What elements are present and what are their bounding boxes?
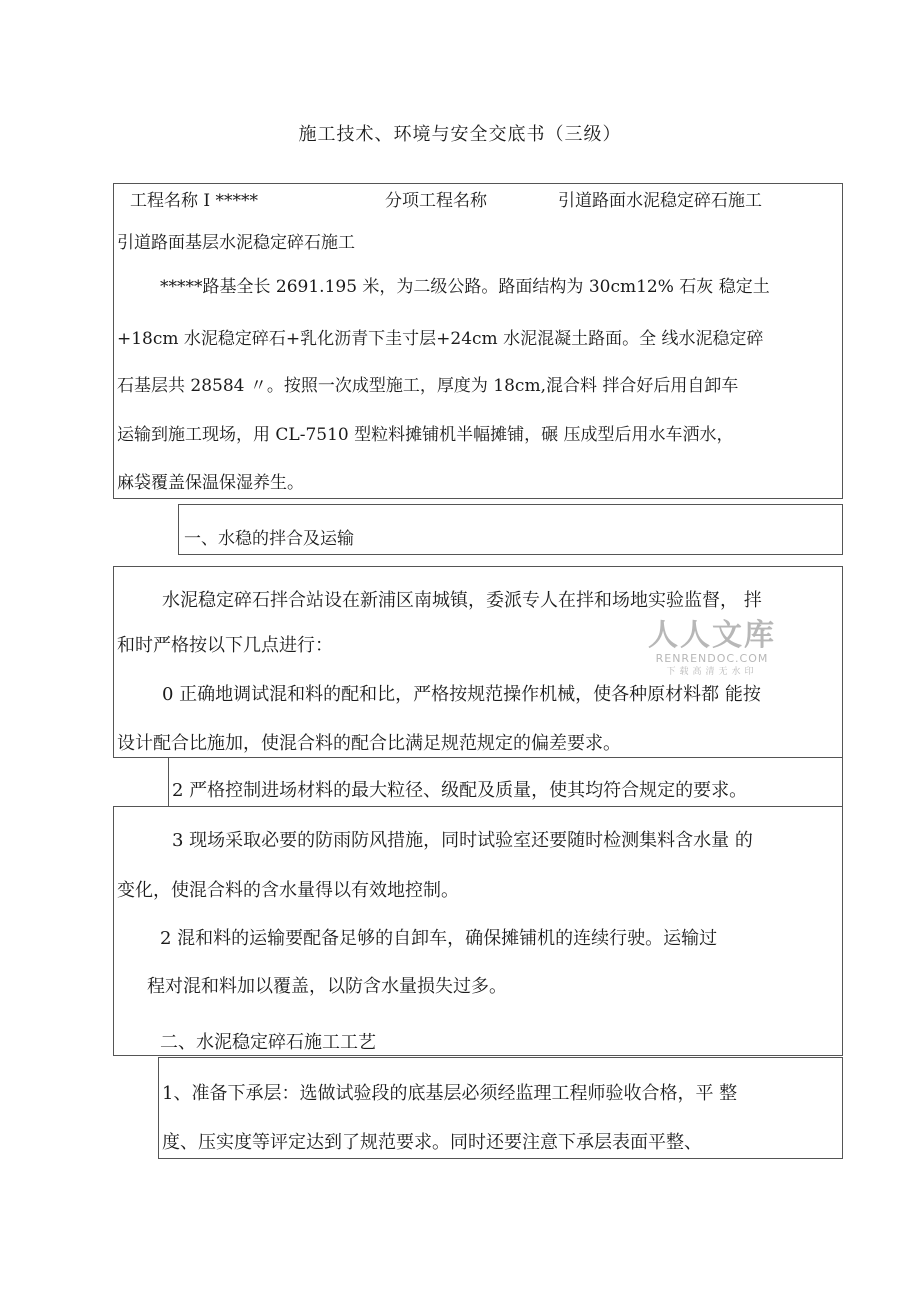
step1-line: 度、压实度等评定达到了规范要求。同时还要注意下承层表面平整、	[162, 1132, 702, 1153]
section1-heading: 一、水稳的拌合及运输	[184, 529, 354, 549]
item0-line: 0 正确地调试混和料的配和比，严格按规范操作机械，使各种原材料都 能按	[162, 684, 761, 705]
step1-line: 1、准备下承层：选做试验段的底基层必须经监理工程师验收合格，平 整	[162, 1083, 738, 1104]
item2-text: 2 严格控制进场材料的最大粒径、级配及质量，使其均符合规定的要求。	[172, 780, 748, 801]
item3-line: 变化，使混合料的含水量得以有效地控制。	[117, 880, 459, 901]
page-title: 施工技术、环境与安全交底书（三级）	[298, 124, 622, 145]
overview-line: 麻袋覆盖保温保湿养生。	[117, 473, 304, 493]
document-subtitle: 引道路面基层水泥稳定碎石施工	[117, 233, 355, 253]
subproject-name-value: 引道路面水泥稳定碎石施工	[558, 191, 762, 211]
watermark-url: RENRENDOC.COM	[655, 652, 769, 665]
section1-paragraph-line: 水泥稳定碎石拌合站设在新浦区南城镇，委派专人在拌和场地实验监督， 拌	[162, 590, 762, 611]
overview-line: 运输到施工现场，用 CL-7510 型粒料摊铺机半幅摊铺，碾 压成型后用水车洒水，	[117, 425, 734, 445]
watermark-brand: 人人文库	[648, 618, 776, 653]
item3-line: 3 现场采取必要的防雨防风措施，同时试验室还要随时检测集料含水量 的	[172, 830, 753, 851]
overview-line: *****路基全长 2691.195 米，为二级公路。路面结构为 30cm12% 石灰 稳定土	[160, 277, 770, 297]
item0-line: 设计配合比施加，使混合料的配合比满足规范规定的偏差要求。	[117, 733, 621, 754]
section2-heading: 二、水泥稳定碎石施工工艺	[160, 1032, 376, 1053]
subproject-name-label: 分项工程名称	[385, 191, 487, 211]
section1-paragraph-line: 和时严格按以下几点进行：	[117, 635, 333, 656]
project-name-label: 工程名称 I *****	[130, 191, 259, 211]
item2b-line: 程对混和料加以覆盖，以防含水量损失过多。	[147, 976, 507, 997]
watermark-logo	[648, 620, 776, 678]
watermark-tagline: 下载高清无水印	[666, 667, 758, 677]
overview-line: +18cm 水泥稳定碎石+乳化沥青下圭寸层+24cm 水泥混凝土路面。全 线水泥稳定碎	[117, 329, 764, 349]
overview-line: 石基层共 28584 〃。按照一次成型施工，厚度为 18cm,混合料 拌合好后用自卸车	[117, 376, 739, 396]
item2b-line: 2 混和料的运输要配备足够的自卸车，确保摊铺机的连续行驶。运输过	[160, 928, 718, 949]
